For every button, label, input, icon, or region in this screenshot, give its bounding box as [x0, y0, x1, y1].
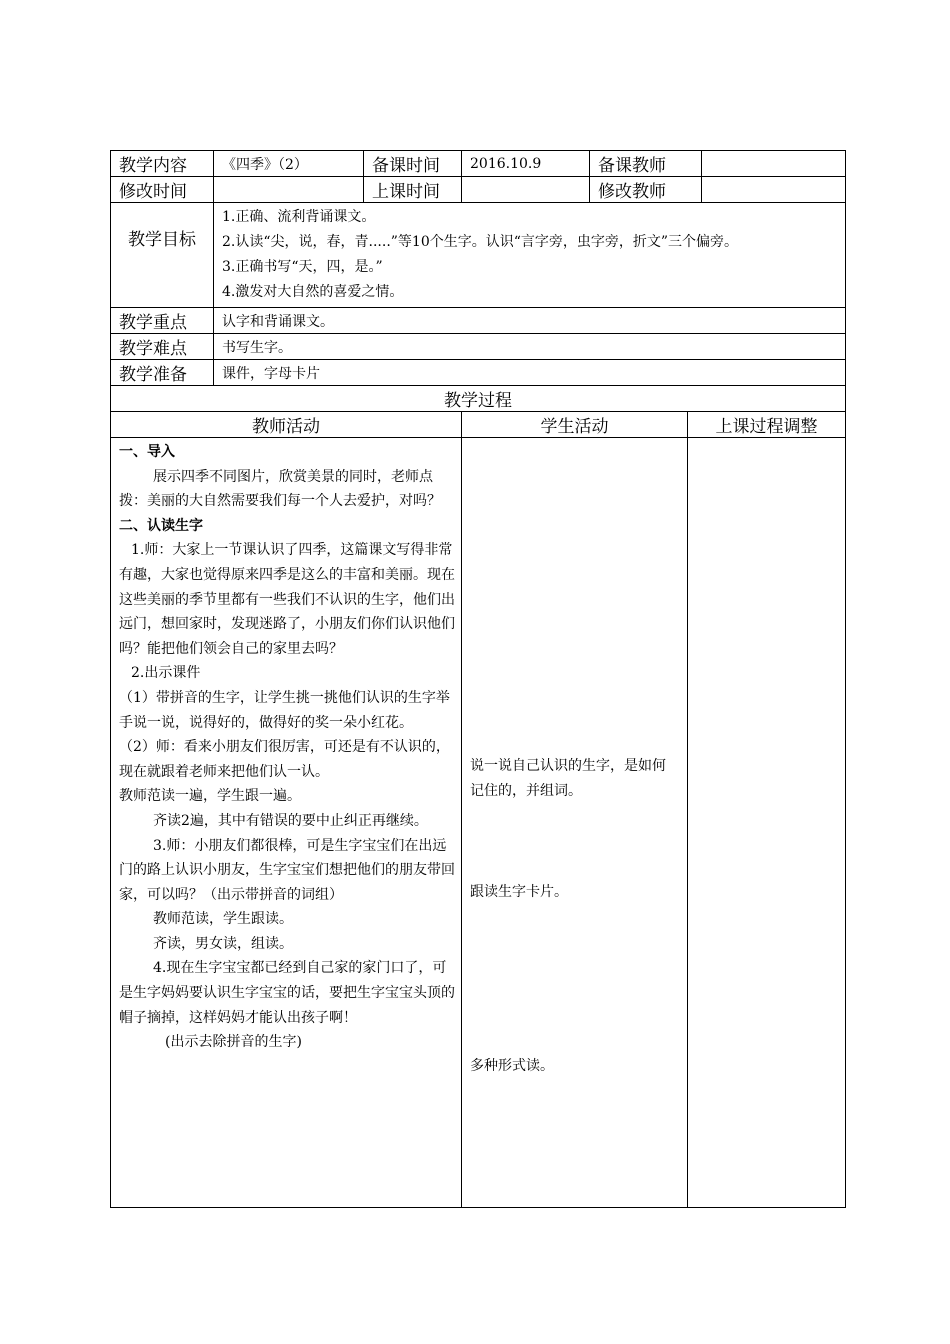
student-activity-header: 学生活动	[462, 412, 688, 438]
teacher-paragraph: 4.现在生字宝宝都已经到自己家的家门口了，可是生字妈妈要认识生字宝宝的话，要把生字宝宝头顶的帽子摘掉，这样妈妈才能认出孩子啊！	[119, 960, 455, 1026]
student-note: 多种形式读。	[470, 1058, 554, 1074]
goal-item: 2.认读“尖，说，春，青.....”等10个生字。认识“言字旁，虫字旁，折文”三个偏旁。	[222, 234, 739, 250]
revise-time-label: 修改时间	[111, 177, 214, 203]
student-note: 说一说自己认识的生字，是如何记住的，并组词。	[470, 758, 666, 799]
key-point-value: 认字和背诵课文。	[214, 308, 846, 334]
section-heading: 一、导入	[119, 444, 175, 460]
process-body-row	[111, 438, 846, 1208]
key-point-row	[111, 308, 846, 334]
teacher-paragraph: 齐读，男女读，组读。	[153, 935, 293, 952]
difficulty-row	[111, 334, 846, 360]
difficulty-label: 教学难点	[111, 334, 214, 360]
goals-row	[111, 203, 846, 308]
goal-item: 1.正确、流利背诵课文。	[222, 209, 376, 225]
teacher-paragraph: （1）带拼音的生字，让学生挑一挑他们认识的生字举手说一说，说得好的，做得好的奖一朵小红花。	[119, 689, 450, 731]
prep-time-value: 2016.10.9	[462, 151, 590, 177]
content-value: 《四季》（2）	[214, 151, 364, 177]
goals-label: 教学目标	[111, 203, 214, 308]
teacher-paragraph: (出示去除拼音的生字)	[165, 1034, 302, 1051]
key-point-label: 教学重点	[111, 308, 214, 334]
revise-teacher-value	[702, 177, 846, 203]
teacher-activity-header: 教师活动	[111, 412, 462, 438]
header-row-2	[111, 177, 846, 203]
teacher-paragraph: 齐读2遍，其中有错误的要中止纠正再继续。	[153, 812, 428, 829]
adjustment-cell	[688, 438, 846, 1208]
goal-item: 4.激发对大自然的喜爱之情。	[222, 284, 404, 300]
prep-teacher-label: 备课教师	[590, 151, 702, 177]
lesson-plan	[110, 150, 845, 1208]
teacher-paragraph: （2）师：看来小朋友们很厉害，可还是有不认识的，现在就跟着老师来把他们认一认。	[119, 739, 450, 780]
preparation-label: 教学准备	[111, 360, 214, 386]
process-title: 教学过程	[111, 386, 846, 412]
class-time-value	[462, 177, 590, 203]
header-row-1	[111, 151, 846, 177]
process-header-row	[111, 412, 846, 438]
teacher-paragraph: 教师范读，学生跟读。	[153, 911, 293, 928]
preparation-value: 课件，字母卡片	[214, 360, 846, 386]
adjustment-header: 上课过程调整	[688, 412, 846, 438]
goals-list	[214, 203, 846, 308]
prep-teacher-value	[702, 151, 846, 177]
student-activity-cell	[462, 438, 688, 1208]
teacher-activity-cell	[111, 438, 462, 1208]
teacher-paragraph: 教师范读一遍，学生跟一遍。	[119, 788, 301, 805]
difficulty-value: 书写生字。	[214, 334, 846, 360]
process-table	[110, 385, 846, 1208]
revise-teacher-label: 修改教师	[590, 177, 702, 203]
goal-item: 3.正确书写“天，四，是。”	[222, 259, 383, 275]
revise-time-value	[214, 177, 364, 203]
process-title-row	[111, 386, 846, 412]
lesson-plan-table	[110, 150, 846, 386]
section-heading: 二、认读生字	[119, 517, 203, 534]
teacher-paragraph: 1.师：大家上一节课认识了四季，这篇课文写得非常有趣，大家也觉得原来四季是这么的丰富和美丽。现在这些美丽的季节里都有一些我们不认识的生字，他们出远门，想回家时，发现迷路了，小朋友们你们认识他们吗？能把他们领会自己的家里去吗？	[119, 542, 455, 657]
content-label: 教学内容	[111, 151, 214, 177]
teacher-paragraph: 2.出示课件	[131, 665, 201, 682]
class-time-label: 上课时间	[364, 177, 462, 203]
prep-time-label: 备课时间	[364, 151, 462, 177]
teacher-paragraph: 展示四季不同图片，欣赏美景的同时，老师点拨：美丽的大自然需要我们每一个人去爱护，对吗？	[119, 468, 441, 510]
teacher-paragraph: 3.师：小朋友们都很棒，可是生字宝宝们在出远门的路上认识小朋友，生字宝宝们想把他们的朋友带回家，可以吗？（出示带拼音的词组）	[119, 837, 455, 903]
student-note: 跟读生字卡片。	[470, 884, 568, 900]
preparation-row	[111, 360, 846, 386]
